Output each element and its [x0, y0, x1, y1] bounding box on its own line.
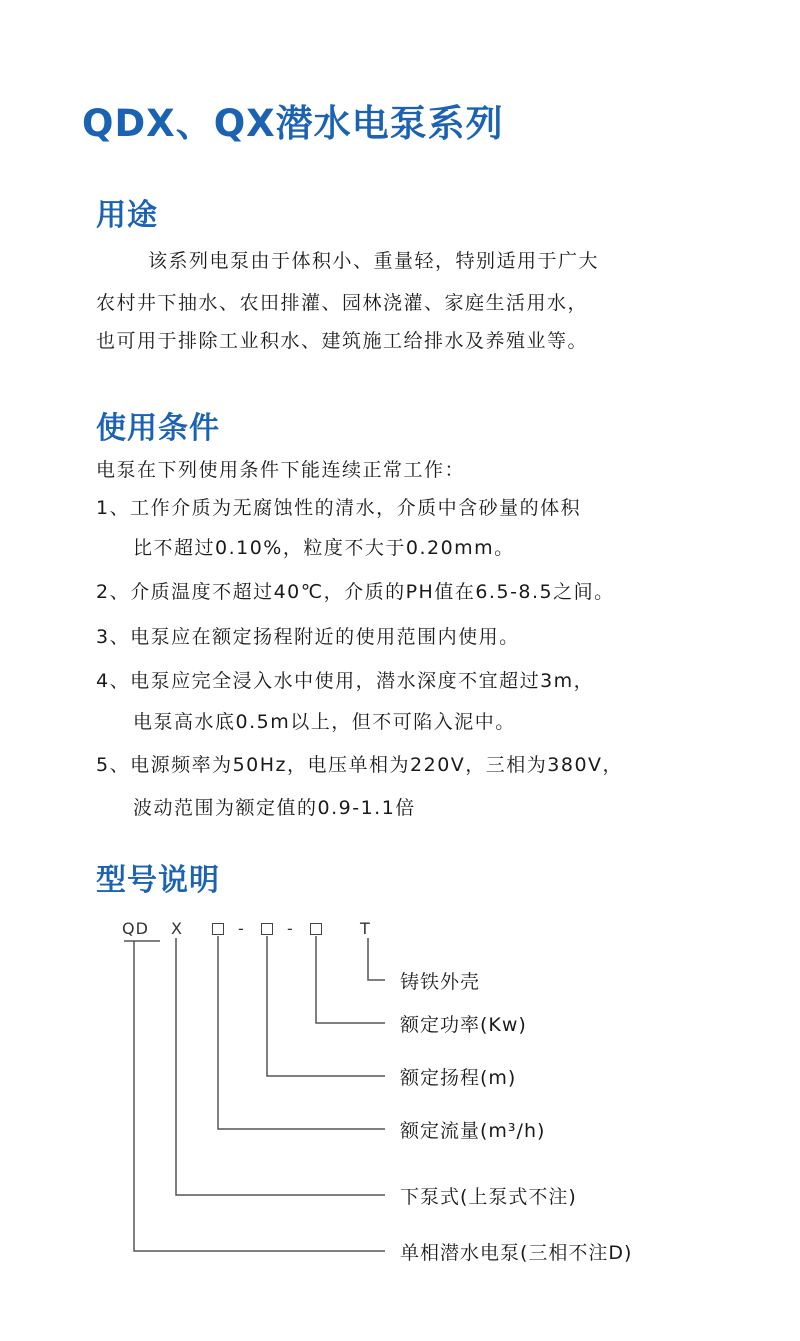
- conditions-intro: 电泵在下列使用条件下能连续正常工作：: [96, 459, 466, 481]
- label-rated-power: 额定功率(Kw): [400, 1014, 527, 1036]
- conditions-heading: 使用条件: [96, 411, 220, 446]
- condition-line-7: 5、电源频率为50Hz，电压单相为220V，三相为380V，: [96, 754, 624, 776]
- condition-line-1: 1、工作介质为无腐蚀性的清水，介质中含砂量的体积: [96, 497, 582, 519]
- condition-line-2: 比不超过0.10%，粒度不大于0.20mm。: [133, 537, 515, 559]
- label-bottom-pump-type: 下泵式(上泵式不注): [400, 1186, 577, 1208]
- usage-line-1: 该系列电泵由于体积小、重量轻，特别适用于广大: [148, 250, 600, 272]
- label-rated-head: 额定扬程(m): [400, 1067, 517, 1089]
- usage-line-3: 也可用于排除工业积水、建筑施工给排水及养殖业等。: [96, 330, 589, 352]
- model-heading: 型号说明: [96, 863, 220, 898]
- model-code-dash-2: -: [287, 919, 294, 938]
- condition-line-5: 4、电泵应完全浸入水中使用，潜水深度不宜超过3m，: [96, 670, 595, 692]
- page-title: QDX、QX潜水电泵系列: [82, 102, 504, 145]
- model-code-qd: QD: [122, 919, 149, 938]
- usage-heading: 用途: [96, 198, 158, 233]
- model-code-x: X: [171, 919, 183, 938]
- condition-line-3: 2、介质温度不超过40℃，介质的PH值在6.5-8.5之间。: [96, 581, 615, 603]
- condition-line-4: 3、电泵应在额定扬程附近的使用范围内使用。: [96, 626, 520, 648]
- label-cast-iron-shell: 铸铁外壳: [400, 971, 481, 993]
- usage-line-2: 农村井下抽水、农田排灌、园林浇灌、家庭生活用水，: [96, 292, 589, 314]
- label-single-phase-pump: 单相潜水电泵(三相不注D): [400, 1242, 633, 1264]
- model-code-t: T: [360, 919, 371, 938]
- condition-line-8: 波动范围为额定值的0.9-1.1倍: [133, 797, 416, 819]
- model-code-dash-1: -: [238, 919, 245, 938]
- condition-line-6: 电泵高水底0.5m以上，但不可陷入泥中。: [133, 711, 516, 733]
- label-rated-flow: 额定流量(m³/h): [400, 1120, 546, 1142]
